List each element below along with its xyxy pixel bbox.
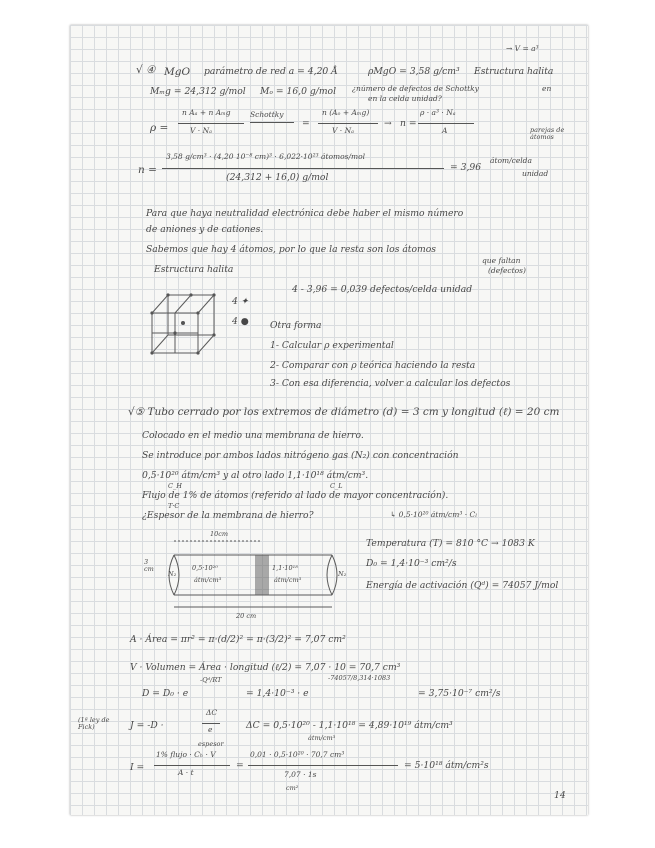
activation-energy-param: Energía de activación (Qᵈ) = 74057 J/mol [366,580,559,591]
i-denominator-2: 7,07 · 1s [284,770,317,779]
flux-lhs: J = -D · [130,720,164,731]
n-denominator: A [442,126,448,135]
i-result: = 5·10¹⁸ átm/cm²s [404,760,489,771]
problem-5-line: ¿Espesor de la membrana de hierro? [142,510,314,521]
left-concentration: 0,5·10²⁰ [192,564,218,572]
problem-5-line: 0,5·10²⁰ átm/cm³ y al otro lado 1,1·10¹⁸ átm/cm³. [142,470,369,481]
i-fraction-bar-2 [248,765,398,766]
d0-param: D₀ = 1,4·10⁻³ cm²/s [366,558,457,569]
schottky-label: Schottky [250,110,284,119]
en-note: en [542,84,552,93]
area-calc: A · Área = πr² = π·(d/2)² = π·(3/2)² = 7,07 cm² [130,634,346,645]
structure-label: Estructura halita [474,66,554,77]
n-calc-unit-2: unidad [522,169,549,178]
flux-frac-num: ΔC [206,708,218,717]
right-concentration-unit: átm/cm³ [274,576,302,584]
flux-fraction-bar [202,723,220,724]
halite-unit-cell-diagram [144,287,224,361]
lattice-parameter: parámetro de red a = 4,20 Å [204,66,338,77]
diffusivity-result: = 3,75·10⁻⁷ cm²/s [418,688,501,699]
count-label: 4 ● [232,316,249,327]
n-calc-unit: átom/celda [490,156,532,165]
thickness-note: espesor [198,740,224,748]
rho-fraction-bar [178,123,244,124]
i-fraction-bar [154,765,230,766]
count-label: 4 ✦ [232,296,249,307]
n2-left-label: N₂ [168,570,177,578]
fick-law-note: (1ª ley de Fick) [78,716,110,731]
left-concentration-unit: átm/cm³ [194,576,222,584]
delta-c-calc: ΔC = 0,5·10²⁰ - 1,1·10¹⁸ = 4,89·10¹⁹ átm/cm³ [246,720,453,731]
n-calc-result: = 3,96 [450,162,482,173]
volume-note: → V = a³ [506,44,539,53]
page-number: 14 [554,790,566,801]
schottky-question: ¿número de defectos de Schottky [352,84,479,93]
problem-5-line: Flujo de 1% de átomos (referido al lado de mayor concentración). [142,490,449,501]
rho-lhs: ρ = [150,122,169,134]
i-lhs: I = [130,762,145,773]
flux-frac-den: e [208,725,213,734]
n2-right-label: N₂ [338,570,347,578]
n-fraction-bar [418,123,474,124]
schottky-question-cont: en la celda unidad? [368,94,442,103]
i-numerator-2: 0,01 · 0,5·10²⁰ · 70,7 cm³ [250,750,345,759]
problem-5-line: Colocado en el medio una membrana de hierro. [142,430,364,441]
i-cm2-note: cm² [286,784,299,792]
text-line: Para que haya neutralidad electrónica debe haber el mismo número [146,208,464,219]
flux-annotation: ↳ 0,5·10²⁰ átm/cm³ · Cₗ [390,510,478,519]
n-calc-numerator: 3,58 g/cm³ · (4,20 10⁻⁸ cm)³ · 6,022·10²³ átomos/mol [166,152,366,161]
volume-calc: V · Volumen = Área · longitud (ℓ/2) = 7,07 · 10 = 70,7 cm³ [130,662,401,673]
delta-c-unit-note: átm/cm³ [308,734,336,742]
alternative-step: 3- Con esa diferencia, volver a calcular los defectos [270,378,511,389]
rho-denominator: V · Nₐ [190,126,212,135]
rho-denominator-2: V · Nₐ [332,126,354,135]
i-numerator: 1% flujo · Cₕ · V [156,750,216,759]
tube-membrane-diagram [160,535,360,613]
compound-label: MgO [164,66,191,78]
text-line: de aniones y de cationes. [146,224,264,235]
tube-bottom-dimension: 20 cm [236,612,257,620]
diffusivity-lhs: D = D₀ · e [142,688,189,699]
diffusivity-exponent: -Qᵈ/RT [200,676,222,684]
problem-4-number: ④ [146,64,156,76]
c-low-annotation: C_L [330,482,343,490]
notebook-page [70,25,588,815]
t-annotation: T·C [168,502,180,510]
temperature-param: Temperatura (T) = 810 °C → 1083 K [366,538,535,549]
text-line: Sabemos que hay 4 átomos, por lo que la resta son los átomos [146,244,436,255]
rho-numerator: n Aₐ + n Aₘg [182,108,231,117]
text-line-missing: que faltan [482,256,521,265]
defects-result: 4 - 3,96 = 0,039 defectos/celda unidad [292,284,473,295]
schottky-arrow [250,122,294,123]
pairs-note: parejas de átomos [530,126,565,141]
problem-4-check: √ [136,64,143,76]
mg-molar-mass: Mₘg = 24,312 g/mol [150,86,246,97]
i-denominator: A · t [178,768,194,777]
i-eq: = [236,760,244,771]
n-lhs: n = [400,118,417,129]
n-calc-denominator: (24,312 + 16,0) g/mol [226,172,329,183]
tube-left-dimension: 3 cm [144,558,154,573]
alternative-title: Otra forma [270,320,322,331]
o-molar-mass: Mₒ = 16,0 g/mol [260,86,337,97]
rho-eq: = [302,118,310,129]
problem-5-header: √⑤ Tubo cerrado por los extremos de diámetro (d) = 3 cm y longitud (ℓ) = 20 cm [128,406,560,418]
c-high-annotation: C_H [168,482,182,490]
tube-top-dimension: 10cm [210,530,229,538]
rho-fraction-bar-2 [318,123,378,124]
text-line-defects: (defectos) [488,266,526,275]
structure-heading: Estructura halita [154,264,234,275]
right-concentration: 1,1·10¹⁸ [272,564,298,572]
problem-5-line: Se introduce por ambos lados nitrógeno gas (N₂) con concentración [142,450,459,461]
density-value: ρMgO = 3,58 g/cm³ [368,66,460,77]
n-calc-fraction-bar [162,168,444,169]
n-numerator: ρ · a³ · Nₐ [420,108,456,117]
diffusivity-mid: = 1,4·10⁻³ · e [246,688,309,699]
alternative-step: 1- Calcular ρ experimental [270,340,394,351]
formula-arrow: → [384,118,392,129]
diffusivity-exponent-2: -74057/8,314·1083 [328,674,391,682]
n-calc-lhs: n = [138,164,157,176]
rho-numerator-2: n (Aₒ + Aₘg) [322,108,370,117]
alternative-step: 2- Comparar con ρ teórica haciendo la resta [270,360,476,371]
